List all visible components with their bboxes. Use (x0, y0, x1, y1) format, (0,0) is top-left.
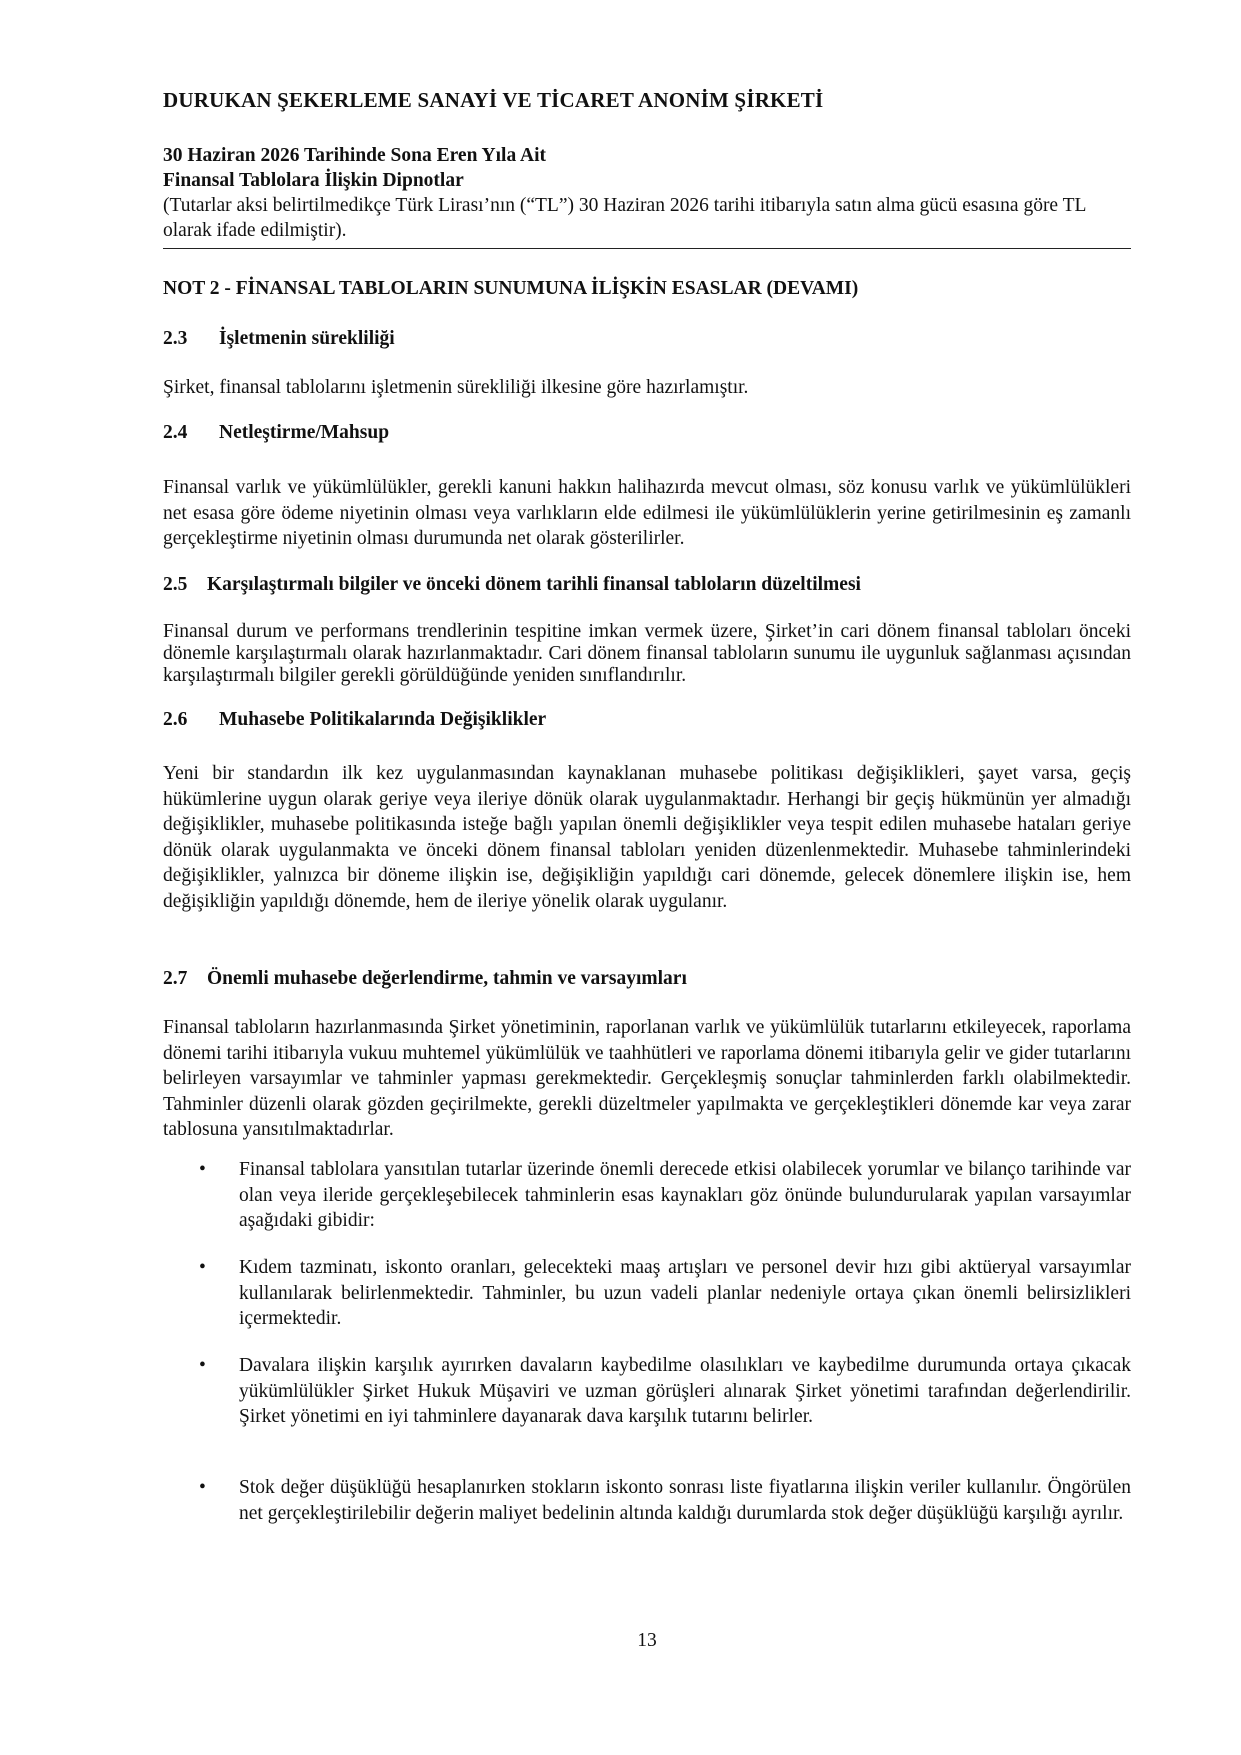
list-item (199, 1353, 1131, 1430)
bullet-glyph: • (199, 1355, 206, 1376)
section-title: Önemli muhasebe değerlendirme, tahmin ve varsayımları (207, 968, 687, 989)
section-number: 2.5 (163, 574, 188, 595)
section-number: 2.6 (163, 709, 188, 730)
section-heading-2-6 (163, 709, 546, 731)
company-name: DURUKAN ŞEKERLEME SANAYİ VE TİCARET ANONİM ŞİRKETİ (163, 88, 824, 112)
report-subtitle: Finansal Tablolara İlişkin Dipnotlar (163, 170, 464, 191)
section-heading-2-3 (163, 328, 395, 350)
section-number: 2.3 (163, 328, 188, 349)
list-item-text: Davalara ilişkin karşılık ayırırken davaların kaybedilme olasılıkları ve kaybedilme durumunda ortaya çıkacak yükümlülükler Şirket Hukuk Müşaviri ve uzman görüşleri alınarak Şirket yönetimi tarafından değerlendirilir. Şirket yönetimi en iyi tahminlere dayanarak dava karşılık tutarını belirler. (239, 1355, 1131, 1427)
bullet-glyph: • (199, 1257, 206, 1278)
report-header (163, 143, 1131, 243)
list-item (199, 1157, 1131, 1234)
list-item-text: Stok değer düşüklüğü hesaplanırken stokların iskonto sonrası liste fiyatlarına ilişkin veriler kullanılır. Öngörülen net gerçekleştirilebilir değerin maliyet bedelinin altında kaldığı durumlarda stok değer düşüklüğü karşılığı ayrılır. (239, 1477, 1131, 1524)
section-title: Karşılaştırmalı bilgiler ve önceki dönem tarihli finansal tabloların düzeltilmesi (207, 574, 861, 595)
report-period: 30 Haziran 2026 Tarihinde Sona Eren Yıla Ait (163, 145, 547, 166)
list-item-text: Kıdem tazminatı, iskonto oranları, gelecekteki maaş artışları ve personel devir hızı gibi aktüeryal varsayımlar kullanılarak belirlenmektedir. Tahminler, bu uzun vadeli planlar nedeniyle ortaya çıkan önemli belirsizlikleri içermektedir. (239, 1257, 1131, 1329)
list-item (199, 1475, 1131, 1526)
section-text-2-4: Finansal varlık ve yükümlülükler, gerekli kanuni hakkın halihazırda mevcut olması, söz konusu varlık ve yükümlülükleri net esasa göre ödeme niyetinin olması veya varlıkların elde edilmesi ile yükümlülüklerin yerine getirilmesinin eş zamanlı gerçekleştirme niyetinin olması durumunda net olarak gösterilirler. (163, 477, 1131, 549)
bullet-glyph: • (199, 1477, 206, 1498)
section-title: Netleştirme/Mahsup (219, 422, 390, 443)
section-number: 2.4 (163, 422, 188, 443)
section-text-2-5: Finansal durum ve performans trendlerinin tespitine imkan vermek üzere, Şirket’in cari dönem finansal tabloları önceki dönemle karşılaştırmalı olarak hazırlanmaktadır. Cari dönem finansal tabloların sunumu ile uygunluk sağlanması açısından karşılaştırmalı bilgiler gerekli görüldüğünde yeniden sınıflandırılır. (163, 621, 1131, 686)
section-title: İşletmenin sürekliliği (219, 328, 395, 349)
section-heading-2-4 (163, 422, 389, 444)
bullet-glyph: • (199, 1159, 206, 1180)
section-heading-2-7 (163, 968, 687, 990)
document-page (163, 0, 1131, 1755)
section-text-2-6: Yeni bir standardın ilk kez uygulanmasından kaynaklanan muhasebe politikası değişiklikleri, şayet varsa, geçiş hükümlerine uygun olarak geriye veya ileriye dönük olarak uygulanmaktadır. Herhangi bir geçiş hükmünün yer almadığı değişiklikler, muhasebe politikasında isteğe bağlı yapılan önemli değişiklikler veya tespit edilen muhasebe hataları geriye dönük olarak uygulanmakta ve önceki dönem finansal tabloları yeniden düzenlenmektedir. Muhasebe tahminlerindeki değişiklikler, yalnızca bir döneme ilişkin ise, değişikliğin yapıldığı cari dönemde, gelecek dönemlere ilişkin ise, hem değişikliğin yapıldığı dönemde, hem de ileriye yönelik olarak uygulanır. (163, 763, 1131, 912)
page-number: 13 (637, 1630, 657, 1651)
section-heading-2-5 (163, 574, 861, 596)
list-item-text: Finansal tablolara yansıtılan tutarlar üzerinde önemli derecede etkisi olabilecek yorumlar ve bilanço tarihinde var olan veya ileride gerçekleşebilecek tahminlerin esas kaynakları göz önünde bulundurularak yapılan varsayımlar aşağıdaki gibidir: (239, 1159, 1131, 1231)
list-item (199, 1255, 1131, 1332)
header-divider (163, 248, 1131, 249)
currency-note: (Tutarlar aksi belirtilmedikçe Türk Lirası’nın (“TL”) 30 Haziran 2026 tarihi itibarıyla satın alma gücü esasına göre TL olarak ifade edilmiştir). (163, 195, 1086, 241)
note-title: NOT 2 - FİNANSAL TABLOLARIN SUNUMUNA İLİŞKİN ESASLAR (DEVAMI) (163, 278, 859, 299)
section-number: 2.7 (163, 968, 188, 989)
section-text-2-7: Finansal tabloların hazırlanmasında Şirket yönetiminin, raporlanan varlık ve yükümlülük tutarlarını etkileyecek, raporlama dönemi tarihi itibarıyla vukuu muhtemel yükümlülük ve taahhütleri ve raporlama dönemi itibarıyla gelir ve gider tutarlarını belirleyen varsayımlar ve tahminler yapması gerekmektedir. Gerçekleşmiş sonuçlar tahminlerden farklı olabilmektedir. Tahminler düzenli olarak gözden geçirilmekte, gerekli düzeltmeler yapılmakta ve gerçekleştikleri dönemde kar veya zarar tablosuna yansıtılmaktadırlar. (163, 1017, 1131, 1140)
section-title: Muhasebe Politikalarında Değişiklikler (219, 709, 547, 730)
section-text-2-3: Şirket, finansal tablolarını işletmenin sürekliliği ilkesine göre hazırlamıştır. (163, 377, 749, 398)
